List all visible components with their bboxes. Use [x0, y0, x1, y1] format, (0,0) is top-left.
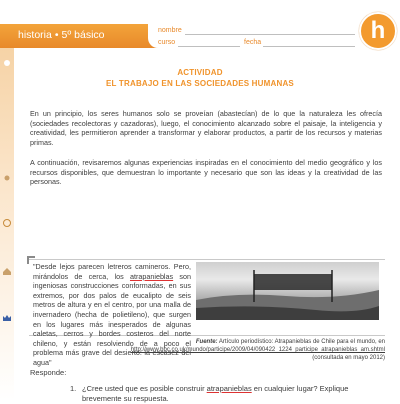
- house-icon: [2, 266, 12, 276]
- date-field[interactable]: [263, 46, 355, 47]
- source-label: Fuente:: [195, 339, 218, 345]
- source-citation: Fuente: Artículo periodístico: Atrapanieblas de Chile para el mundo, en http://www.bbc.co.uk/mundo/participe/2009/04/090422_1224_participe_atrapanieblas_am.shtml (consultada en mayo 2012): [130, 339, 385, 361]
- fog-catcher-photo: [196, 262, 379, 320]
- course-label: curso: [158, 39, 176, 46]
- name-field[interactable]: [185, 34, 355, 35]
- question-text: ¿Cree usted que es posible construir atrapanieblas en cualquier lugar? Explique brevemente su respuesta.: [82, 384, 349, 403]
- source-link[interactable]: http://www.bbc.co.uk/mundo/participe/2009/04/090422_1224_participe_atrapanieblas_am.shtml: [130, 347, 385, 353]
- course-field[interactable]: [178, 46, 240, 47]
- top-band: [0, 0, 400, 22]
- logo-icon: h: [359, 12, 397, 50]
- compass-icon: [2, 218, 12, 228]
- subject-name: historia: [18, 29, 52, 41]
- name-label: nombre: [158, 27, 182, 34]
- activity-title: EL TRABAJO EN LAS SOCIEDADES HUMANAS: [106, 79, 294, 88]
- question-keyword: atrapanieblas: [206, 384, 252, 393]
- subject-label: historia • 5º básico: [18, 29, 105, 41]
- grade-name: 5º básico: [61, 29, 105, 41]
- responde-label: Responde:: [30, 368, 67, 377]
- quote-keyword: atrapanieblas: [129, 271, 174, 281]
- left-decorative-strip: [0, 48, 14, 400]
- star-icon: [2, 173, 12, 183]
- fog-catcher-image: [196, 262, 379, 320]
- activity-label: ACTIVIDAD: [177, 68, 223, 77]
- context-paragraph: A continuación, revisaremos algunas experiencias inspiradas en el conocimiento del medio geográfico y los recursos disponibles, que demuestran lo importante y necesario que son las ideas y la creatividad de las personas.: [30, 158, 382, 187]
- quote-text: "Desde lejos parecen letreros camineros. Pero, mirándolos de cerca, los atrapanieblas son ingeniosas construcciones conformadas, en sus extremos, por dos palos de eucalipto de seis metros de altura y en el centro, por una malla de invernadero (hecha de polietileno), que surgen en los lugares más inesperados de algunas caletas, cerros y bordes costeros del norte chileno, y están resolviendo de a poco el problema más grave del desierto: la escasez del agua": [33, 262, 191, 367]
- source-note: (consultada en mayo 2012): [312, 355, 385, 361]
- question-number: 1.: [70, 384, 77, 393]
- date-label: fecha: [244, 39, 262, 46]
- crown-icon: [2, 313, 12, 323]
- sun-icon: [2, 58, 12, 68]
- intro-paragraph: En un principio, los seres humanos solo se proveían (abastecían) de lo que la naturaleza les ofrecía (sociedades recolectoras y cazadoras), luego, el conocimiento alcanzado sobre el paisaje, la inteligencia y creatividad, les permitieron aprender a transformar y elaborar productos, a partir de los recursos y materias primas.: [30, 109, 382, 148]
